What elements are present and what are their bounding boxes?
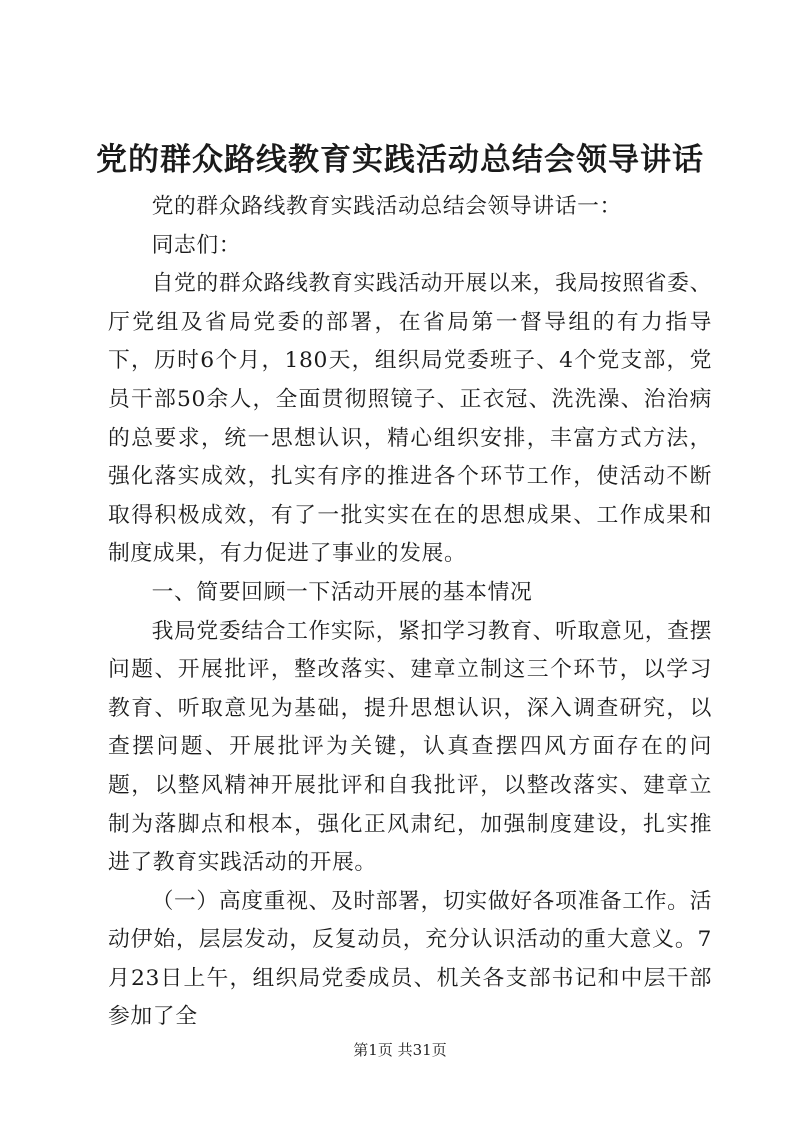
- paragraph-overview: 我局党委结合工作实际，紧扣学习教育、听取意见，查摆问题、开展批评，整改落实、建章立制这三个环节，以学习教育、听取意见为基础，提升思想认识，深入调查研究，以查摆问题、开展批评为关键，认真查摆四风方面存在的问题，以整风精神开展批评和自我批评，以整改落实、建章立制为落脚点和根本，强化正风肃纪，加强制度建设，扎实推进了教育实践活动的开展。: [108, 618, 712, 876]
- section-heading: 一、简要回顾一下活动开展的基本情况: [151, 579, 533, 605]
- paragraph-subsection-one: （一）高度重视、及时部署，切实做好各项准备工作。活动伊始，层层发动，反复动员，充分认识活动的重大意义。7月23日上午，组织局党委成员、机关各支部书记和中层干部参加了全: [108, 888, 712, 1030]
- page-number-footer: 第1页 共31页: [353, 1041, 447, 1059]
- paragraph-subtitle: 党的群众路线教育实践活动总结会领导讲话一：: [151, 194, 622, 219]
- document-title: 党的群众路线教育实践活动总结会领导讲话: [96, 142, 704, 178]
- paragraph-salutation: 同志们：: [151, 232, 242, 258]
- paragraph-intro: 自党的群众路线教育实践活动开展以来，我局按照省委、厅党组及省局党委的部署，在省局第一督导组的有力指导下，历时6个月，180天，组织局党委班子、4个党支部，党员干部50余人，全面贯彻照镜子、正衣冠、洗洗澡、治治病的总要求，统一思想认识，精心组织安排，丰富方式方法，强化落实成效，扎实有序的推进各个环节工作，使活动不断取得积极成效，有了一批实实在在的思想成果、工作成果和制度成果，有力促进了事业的发展。: [108, 271, 712, 567]
- document-body: [108, 188, 712, 1037]
